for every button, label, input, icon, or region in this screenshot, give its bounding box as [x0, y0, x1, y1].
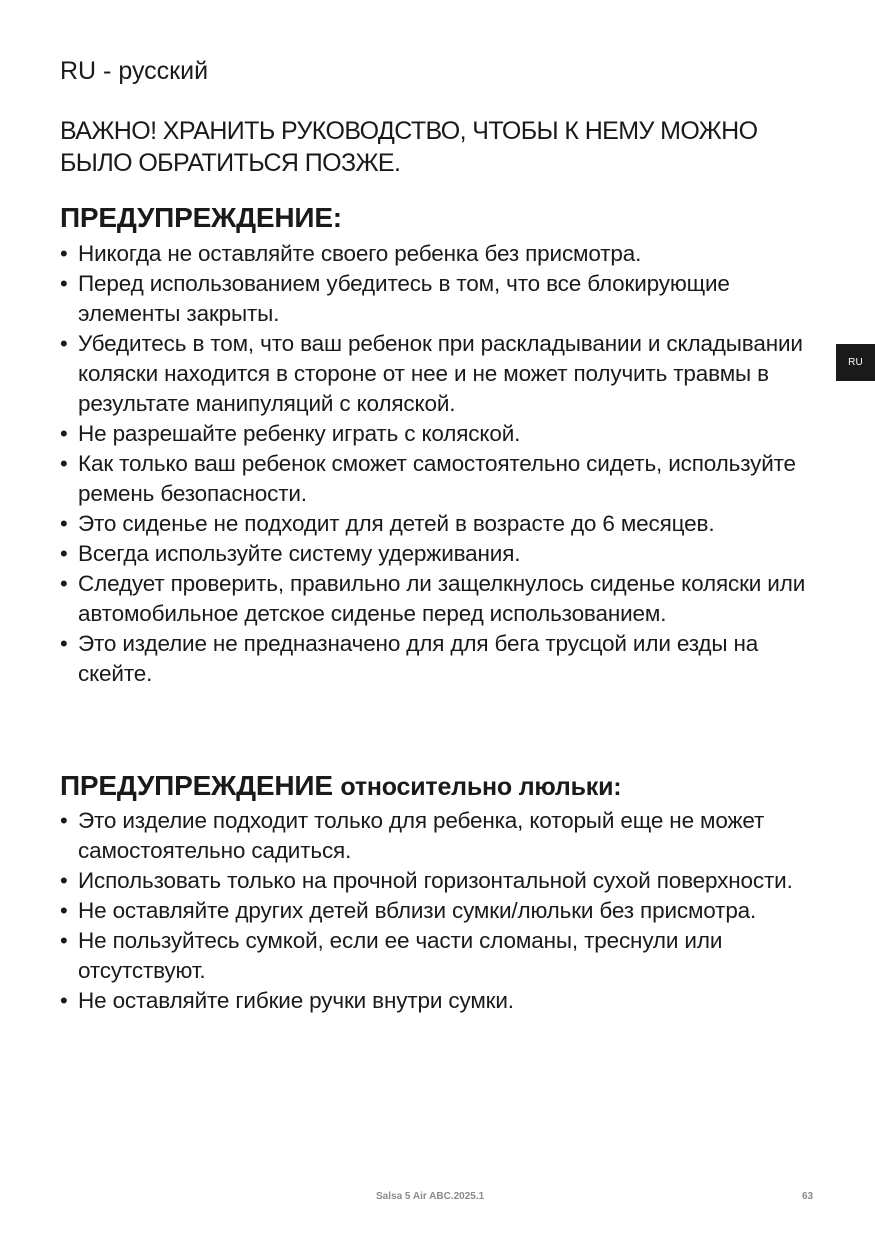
- warning-item: [60, 419, 830, 449]
- warning-item-text: Не оставляйте других детей вблизи сумки/люльки без присмотра.: [78, 898, 757, 923]
- bullet-marker: •: [60, 868, 68, 893]
- page-number: 63: [802, 1191, 814, 1202]
- warning-item: [60, 329, 830, 419]
- section-heading-main: ПРЕДУПРЕЖДЕНИЕ: [60, 770, 333, 801]
- warning-item-text: Следует проверить, правильно ли защелкнулось сиденье коляски или автомобильное детское сиденье перед использованием.: [78, 571, 806, 626]
- warning-item: [60, 986, 830, 1016]
- bullet-marker: •: [60, 928, 68, 953]
- warning-item: [60, 896, 830, 926]
- warning-item-text: Не разрешайте ребенку играть с коляской.: [78, 421, 521, 446]
- section-heading: [60, 768, 830, 805]
- section-heading: [60, 200, 830, 236]
- bullet-marker: •: [60, 808, 68, 833]
- section-heading-sub: относительно люльки:: [340, 773, 622, 801]
- language-tab: RU: [836, 344, 875, 381]
- warning-item: [60, 269, 830, 329]
- bullet-marker: •: [60, 271, 68, 296]
- footer-model: Salsa 5 Air ABC.2025.1: [376, 1191, 485, 1202]
- bullet-marker: •: [60, 898, 68, 923]
- warning-item: [60, 539, 830, 569]
- warning-item-text: Не оставляйте гибкие ручки внутри сумки.: [78, 988, 514, 1013]
- bullet-marker: •: [60, 511, 68, 536]
- warning-item: [60, 866, 830, 896]
- bullet-marker: •: [60, 571, 68, 596]
- warning-section-general: [60, 200, 830, 689]
- warning-item-text: Это сиденье не подходит для детей в возрасте до 6 месяцев.: [78, 511, 715, 536]
- warning-item-text: Использовать только на прочной горизонтальной сухой поверхности.: [78, 868, 793, 893]
- bullet-marker: •: [60, 541, 68, 566]
- bullet-marker: •: [60, 988, 68, 1013]
- language-title: RU - русский: [60, 57, 209, 85]
- warning-item: [60, 806, 830, 866]
- warning-item: [60, 629, 830, 689]
- warning-item-text: Всегда используйте систему удерживания.: [78, 541, 521, 566]
- warning-item: [60, 449, 830, 509]
- warning-item: [60, 569, 830, 629]
- bullet-marker: •: [60, 241, 68, 266]
- warning-item-text: Не пользуйтесь сумкой, если ее части сломаны, треснули или отсутствуют.: [78, 928, 723, 983]
- bullet-marker: •: [60, 421, 68, 446]
- warning-item: [60, 509, 830, 539]
- warning-section-carrycot: [60, 768, 830, 1016]
- warning-item-text: Как только ваш ребенок сможет самостоятельно сидеть, используйте ремень безопасности.: [78, 451, 796, 506]
- warning-item-text: Никогда не оставляйте своего ребенка без присмотра.: [78, 241, 642, 266]
- warning-item: [60, 926, 830, 986]
- warning-list: [60, 806, 830, 1016]
- section-heading-main: ПРЕДУПРЕЖДЕНИЕ:: [60, 202, 342, 233]
- bullet-marker: •: [60, 631, 68, 656]
- important-notice: ВАЖНО! ХРАНИТЬ РУКОВОДСТВО, ЧТОБЫ К НЕМУ МОЖНО БЫЛО ОБРАТИТЬСЯ ПОЗЖЕ.: [60, 117, 758, 177]
- warning-item-text: Это изделие подходит только для ребенка, который еще не может самостоятельно садиться.: [78, 808, 765, 863]
- bullet-marker: •: [60, 451, 68, 476]
- warning-item: [60, 239, 830, 269]
- bullet-marker: •: [60, 331, 68, 356]
- warning-list: [60, 239, 830, 689]
- warning-item-text: Это изделие не предназначено для для бега трусцой или езды на скейте.: [78, 631, 759, 686]
- warning-item-text: Убедитесь в том, что ваш ребенок при раскладывании и складывании коляски находится в стороне от нее и не может получить травмы в результате манипуляций с коляской.: [78, 331, 803, 416]
- warning-item-text: Перед использованием убедитесь в том, что все блокирующие элементы закрыты.: [78, 271, 730, 326]
